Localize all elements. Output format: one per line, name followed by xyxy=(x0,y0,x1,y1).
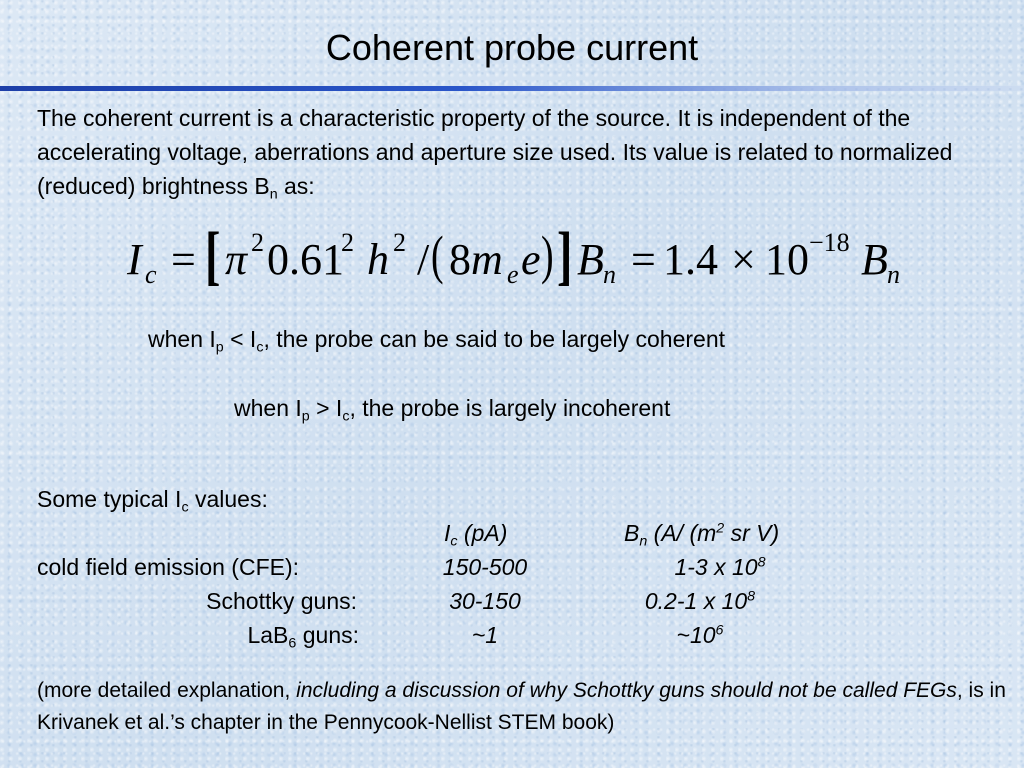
eq-constant: 0.61 xyxy=(267,235,344,284)
footnote-text: , is in Krivanek et al.’s chapter in the Pennycook-Nellist STEM book) xyxy=(37,679,1006,734)
cell-ic-cfe: 150-500 xyxy=(442,554,528,580)
note-text: , the probe can be said to be largely coherent xyxy=(263,326,726,352)
eq-equals-2: = xyxy=(631,235,656,284)
eq-sup-2c: 2 xyxy=(393,228,406,257)
title-divider xyxy=(0,86,1024,91)
eq-ten: 10 xyxy=(765,235,809,284)
note-text: , the probe is largely incoherent xyxy=(349,395,671,421)
eq-charge-e: e xyxy=(521,235,541,284)
footnote-italic: including a discussion of why Schottky guns should not be called FEGs xyxy=(296,679,957,702)
col-text: sr V) xyxy=(724,520,780,546)
intro-text: The coherent current is a characteristic property of the source. It is independent of the accelerating voltage, aberrations and aperture size used. Its value is related to normalized (reduced) brightness B xyxy=(37,105,953,199)
note-text: when I xyxy=(234,395,302,421)
eq-brightness-B2: B xyxy=(861,235,888,284)
eq-subscript-n1: n xyxy=(603,260,616,289)
col-text: B xyxy=(624,520,640,546)
note-text: < I xyxy=(223,326,257,352)
intro-paragraph xyxy=(37,101,1007,203)
heading-sub: c xyxy=(181,499,189,516)
eq-right-paren: ) xyxy=(541,225,554,285)
eq-exponent: −18 xyxy=(809,228,850,257)
note-sub: p xyxy=(215,339,224,356)
eq-left-bracket: [ xyxy=(205,219,221,292)
label-text: LaB xyxy=(247,622,289,648)
eq-right-bracket: ] xyxy=(557,219,573,292)
heading-text: values: xyxy=(188,486,268,512)
col-sub: c xyxy=(450,533,458,550)
cell-sup: 8 xyxy=(747,588,756,605)
label-sub: 6 xyxy=(288,635,297,652)
eq-subscript-c: c xyxy=(145,260,157,289)
cell-text: 1-3 x 10 xyxy=(674,554,758,580)
label-text: guns: xyxy=(296,622,359,648)
column-header-bn xyxy=(624,518,779,548)
cell-sup: 8 xyxy=(757,554,766,571)
incoherent-condition xyxy=(234,393,670,423)
col-text: (A/ (m xyxy=(647,520,717,546)
coherent-condition xyxy=(148,324,725,354)
eq-coefficient: 1.4 xyxy=(663,235,718,284)
cell-bn-lab6 xyxy=(600,620,800,650)
cell-bn-cfe xyxy=(600,552,840,582)
cell-text: 0.2-1 x 10 xyxy=(644,588,748,614)
row-label-schottky: Schottky guns: xyxy=(206,588,357,614)
note-text: > I xyxy=(309,395,343,421)
intro-subscript: n xyxy=(269,186,278,203)
column-header-ic xyxy=(444,518,507,548)
cell-sup: 6 xyxy=(715,622,724,639)
cell-ic-schottky: 30-150 xyxy=(449,588,521,614)
eq-subscript-n2: n xyxy=(887,260,900,289)
cell-bn-schottky xyxy=(580,586,820,616)
eq-divide: / xyxy=(417,235,430,284)
coherent-current-equation xyxy=(127,219,917,302)
slide-title: Coherent probe current xyxy=(325,27,699,68)
typical-values-heading xyxy=(37,484,268,514)
heading-text: Some typical I xyxy=(37,486,182,512)
eq-planck-h: h xyxy=(367,235,389,284)
eq-left-paren: ( xyxy=(431,225,444,285)
note-sub: p xyxy=(301,408,310,425)
footnote-text: (more detailed explanation, xyxy=(37,679,297,702)
col-text: I xyxy=(444,520,451,546)
col-sub: n xyxy=(639,533,648,550)
eq-symbol-I: I xyxy=(127,235,142,284)
note-sub: c xyxy=(256,339,264,356)
eq-sup-2a: 2 xyxy=(251,228,264,257)
col-sup: 2 xyxy=(716,520,725,537)
cell-ic-lab6: ~1 xyxy=(471,622,499,648)
eq-sup-2b: 2 xyxy=(341,228,354,257)
eq-pi: π xyxy=(225,235,248,284)
eq-brightness-B: B xyxy=(577,235,604,284)
eq-eight: 8 xyxy=(449,235,471,284)
row-label-cfe: cold field emission (CFE): xyxy=(37,554,300,580)
footnote xyxy=(37,675,1017,739)
note-sub: c xyxy=(342,408,350,425)
col-text: (pA) xyxy=(457,520,508,546)
note-text: when I xyxy=(148,326,216,352)
eq-equals-1: = xyxy=(171,235,196,284)
row-label-lab6 xyxy=(37,620,359,650)
intro-tail: as: xyxy=(277,173,315,199)
eq-subscript-e: e xyxy=(507,260,519,289)
eq-mass-m: m xyxy=(471,235,503,284)
eq-times: × xyxy=(731,235,756,284)
cell-text: ~10 xyxy=(676,622,716,648)
